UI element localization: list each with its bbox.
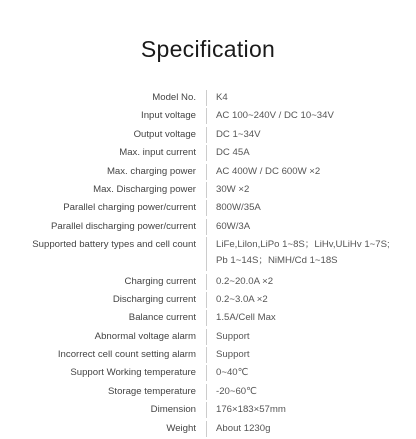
spec-value: 60W/3A	[216, 220, 251, 232]
spec-value: Support	[216, 330, 250, 342]
spec-label: Parallel discharging power/current	[50, 220, 196, 232]
spec-label: Output voltage	[133, 128, 196, 140]
spec-row-discharging-current	[0, 292, 416, 308]
spec-value: DC 1~34V	[216, 128, 261, 140]
spec-row-working-temperature	[0, 365, 416, 381]
spec-value: K4	[216, 92, 228, 103]
spec-label: Input voltage	[141, 110, 196, 122]
spec-row-max-input-current	[0, 145, 416, 161]
spec-row-weight	[0, 421, 416, 437]
spec-label: Model No.	[152, 92, 196, 103]
spec-label: Supported battery types and cell count	[32, 239, 196, 251]
spec-row-parallel-discharging	[0, 219, 416, 235]
spec-value: DC 45A	[216, 147, 250, 159]
spec-label: Support Working temperature	[70, 367, 196, 379]
spec-label: Charging current	[124, 275, 196, 287]
spec-row-balance-current	[0, 310, 416, 326]
spec-label: Max. input current	[119, 147, 196, 159]
spec-value: 0~40℃	[216, 367, 249, 379]
spec-row-abnormal-voltage-alarm	[0, 329, 416, 345]
spec-row-max-charging-power	[0, 164, 416, 180]
spec-value: 30W ×2	[216, 183, 250, 195]
spec-label: Incorrect cell count setting alarm	[57, 349, 196, 361]
spec-row-cell-count-alarm	[0, 347, 416, 363]
spec-label: Discharging current	[112, 293, 196, 305]
spec-value: 0.2~3.0A ×2	[216, 293, 268, 305]
spec-value: About 1230g	[216, 422, 271, 434]
spec-value: AC 400W / DC 600W ×2	[216, 165, 321, 177]
spec-value: 1.5A/Cell Max	[216, 312, 276, 324]
spec-label: Dimension	[150, 404, 196, 416]
spec-value: 176×183×57mm	[216, 404, 286, 416]
spec-value: LiFe,Lilon,LiPo 1~8S；LiHv,ULiHv 1~7S; Pb 1~14S；NiMH/Cd 1~18S	[216, 239, 390, 267]
spec-value: AC 100~240V / DC 10~34V	[216, 110, 334, 122]
spec-row-output-voltage	[0, 127, 416, 143]
spec-label: Storage temperature	[108, 385, 196, 397]
spec-label: Max. charging power	[106, 165, 196, 177]
spec-row-battery-types	[0, 237, 416, 271]
spec-label: Max. Discharging power	[93, 183, 196, 195]
spec-row-model	[0, 90, 416, 106]
spec-label: Parallel charging power/current	[63, 202, 196, 214]
spec-label: Weight	[166, 422, 196, 434]
spec-label: Abnormal voltage alarm	[94, 330, 196, 342]
spec-value: Support	[216, 349, 250, 361]
spec-table	[0, 90, 416, 439]
spec-value: 0.2~20.0A ×2	[216, 275, 274, 287]
spec-row-storage-temperature	[0, 384, 416, 400]
page-title: Specification	[140, 36, 276, 62]
spec-row-input-voltage	[0, 108, 416, 124]
spec-value: -20~60℃	[216, 385, 257, 397]
spec-value: 800W/35A	[216, 202, 261, 214]
spec-row-max-discharging-power	[0, 182, 416, 198]
spec-label: Balance current	[128, 312, 196, 324]
spec-row-parallel-charging	[0, 200, 416, 216]
spec-row-charging-current	[0, 274, 416, 290]
